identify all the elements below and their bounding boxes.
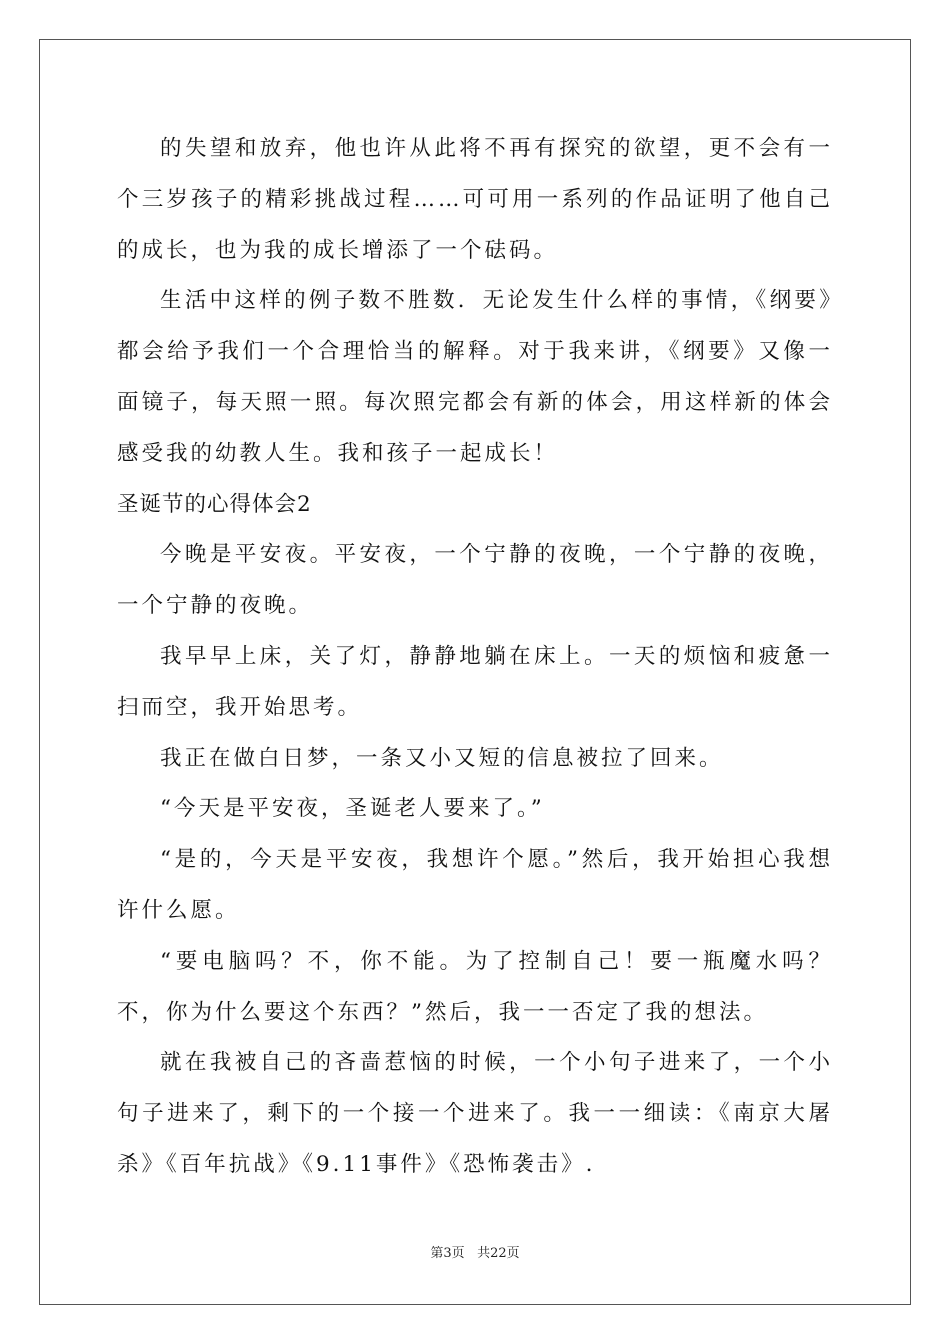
paragraph: “是的，今天是平安夜，我想许个愿。”然后，我开始担心我想许什么愿。 (117, 847, 833, 923)
page-total: 共22页 (477, 1246, 520, 1261)
page-number: 第3页 (430, 1246, 465, 1261)
paragraph: 我早早上床，关了灯，静静地躺在床上。一天的烦恼和疲惫一扫而空，我开始思考。 (117, 643, 833, 720)
section-heading: 圣诞节的心得体会2 (117, 491, 312, 517)
paragraph-continuation: 的失望和放弃，他也许从此将不再有探究的欲望，更不会有一个三岁孩子的精彩挑战过程……可可用一系列的作品证明了他自己的成长，也为我的成长增添了一个砝码。 (117, 136, 833, 263)
paragraph: “今天是平安夜，圣诞老人要来了。” (160, 796, 545, 822)
document-body (117, 124, 833, 1191)
paragraph: 就在我被自己的吝啬惹恼的时候，一个小句子进来了，一个小句子进来了，剩下的一个接一个进来了。我一一细读：《南京大屠杀》《百年抗战》《9.11事件》《恐怖袭击》. (117, 1050, 833, 1177)
page-footer (0, 1244, 950, 1264)
paragraph: 今晚是平安夜。平安夜，一个宁静的夜晚，一个宁静的夜晚，一个宁静的夜晚。 (117, 542, 833, 619)
paragraph: “要电脑吗？不，你不能。为了控制自己！要一瓶魔水吗？不，你为什么要这个东西？”然后，我一一否定了我的想法。 (117, 948, 833, 1025)
paragraph: 我正在做白日梦，一条又小又短的信息被拉了回来。 (160, 745, 724, 771)
paragraph: 生活中这样的例子数不胜数．无论发生什么样的事情，《纲要》都会给予我们一个合理恰当的解释。对于我来讲，《纲要》又像一面镜子，每天照一照。每次照完都会有新的体会，用这样新的体会感受我的幼教人生。我和孩子一起成长！ (117, 288, 833, 466)
